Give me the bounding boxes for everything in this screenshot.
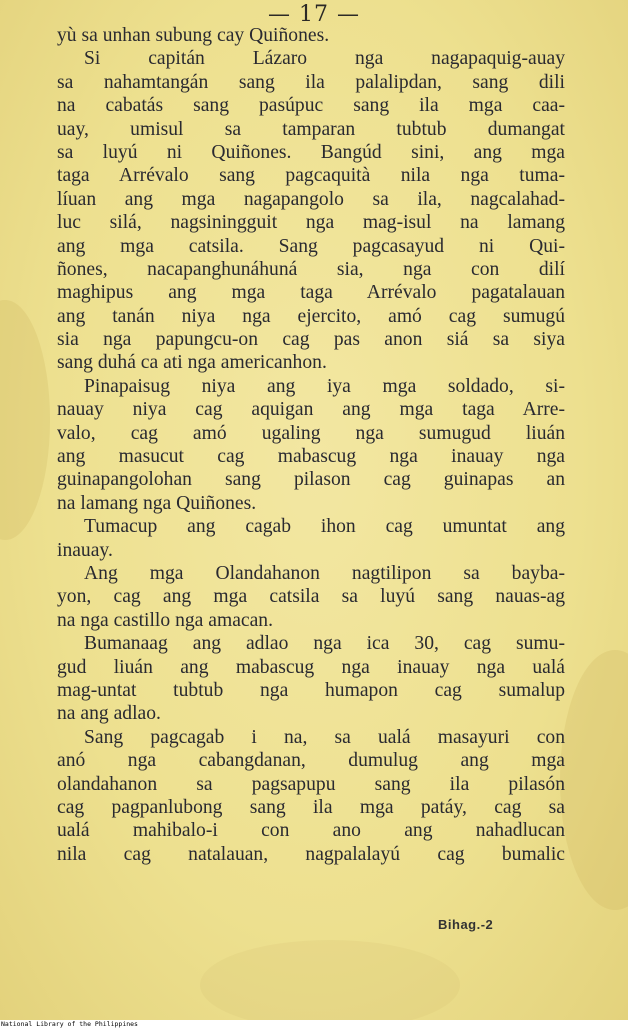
text-line: luc silá, nagsiningguit nga mag-isul na lamang xyxy=(57,212,565,234)
text-line: Tumacup ang cagab ihon cag umuntat ang xyxy=(84,516,565,538)
text-line: Bumanaag ang adlao nga ica 30, cag sumu- xyxy=(84,633,565,655)
text-line: ang masucut cag mabascug nga inauay nga xyxy=(57,446,565,468)
text-line: taga Arrévalo sang pagcaquità nila nga tuma- xyxy=(57,165,565,187)
text-line: Pinapaisug niya ang iya mga soldado, si- xyxy=(84,375,565,397)
text-line: na nga castillo nga amacan. xyxy=(57,609,273,631)
page-number: — 17 — xyxy=(268,2,360,27)
text-line: cag pagpanlubong sang ila mga patáy, cag sa xyxy=(57,796,565,818)
text-line: na cabatás sang pasúpuc sang ila mga caa- xyxy=(57,95,565,117)
text-line: na ang adlao. xyxy=(57,703,161,725)
text-line: anó nga cabangdanan, dumulug ang mga xyxy=(57,750,565,772)
text-line: guinapangolohan sang pilason cag guinapas an xyxy=(57,469,565,491)
text-line: inauay. xyxy=(57,539,113,561)
text-line: valo, cag amó ugaling nga sumugud liuán xyxy=(57,422,565,444)
text-line: ang mga catsila. Sang pagcasayud ni Qui- xyxy=(57,235,565,257)
text-line: yon, cag ang mga catsila sa luyú sang nauas-ag xyxy=(57,586,565,608)
text-line: ualá mahibalo-i con ano ang nahadlucan xyxy=(57,820,565,842)
text-line: líuan ang mga nagapangolo sa ila, nagcalahad- xyxy=(57,188,565,210)
text-line: maghipus ang mga taga Arrévalo pagatalauan xyxy=(57,282,565,304)
text-line: mag-untat tubtub nga humapon cag sumalup xyxy=(57,679,565,701)
signature-mark: Bihag.-2 xyxy=(438,917,494,932)
text-line: na lamang nga Quiñones. xyxy=(57,492,257,514)
text-line: gud liuán ang mabascug nga inauay nga ualá xyxy=(57,656,565,678)
text-line: nauay niya cag aquigan ang mga taga Arre- xyxy=(57,399,565,421)
text-line: Ang mga Olandahanon nagtilipon sa bayba- xyxy=(84,562,565,584)
text-line: sa nahamtangán sang ila palalipdan, sang dili xyxy=(57,71,565,93)
text-line: Si capitán Lázaro nga nagapaquig-auay xyxy=(84,48,565,70)
text-line: Sang pagcagab i na, sa ualá masayuri con xyxy=(84,726,565,748)
body-text xyxy=(57,24,565,866)
footer-credit: National Library of the Philippines xyxy=(0,1020,628,1028)
text-line: nila cag natalauan, nagpalalayú cag bumalic xyxy=(57,843,565,865)
text-line: ñones, nacapanghunáhuná sia, nga con dilí xyxy=(57,258,565,280)
text-line: yù sa unhan subung cay Quiñones. xyxy=(57,25,330,46)
text-line: olandahanon sa pagsapupu sang ila pilasón xyxy=(57,773,565,795)
text-line: uay, umisul sa tamparan tubtub dumangat xyxy=(57,118,565,140)
text-line: sang duhá ca ati nga americanhon. xyxy=(57,352,327,374)
text-line: ang tanán niya nga ejercito, amó cag sumugú xyxy=(57,305,565,327)
text-line: sa luyú ni Quiñones. Bangúd sini, ang mga xyxy=(57,141,565,163)
text-line: sia nga papungcu-on cag pas anon siá sa siya xyxy=(57,329,565,351)
